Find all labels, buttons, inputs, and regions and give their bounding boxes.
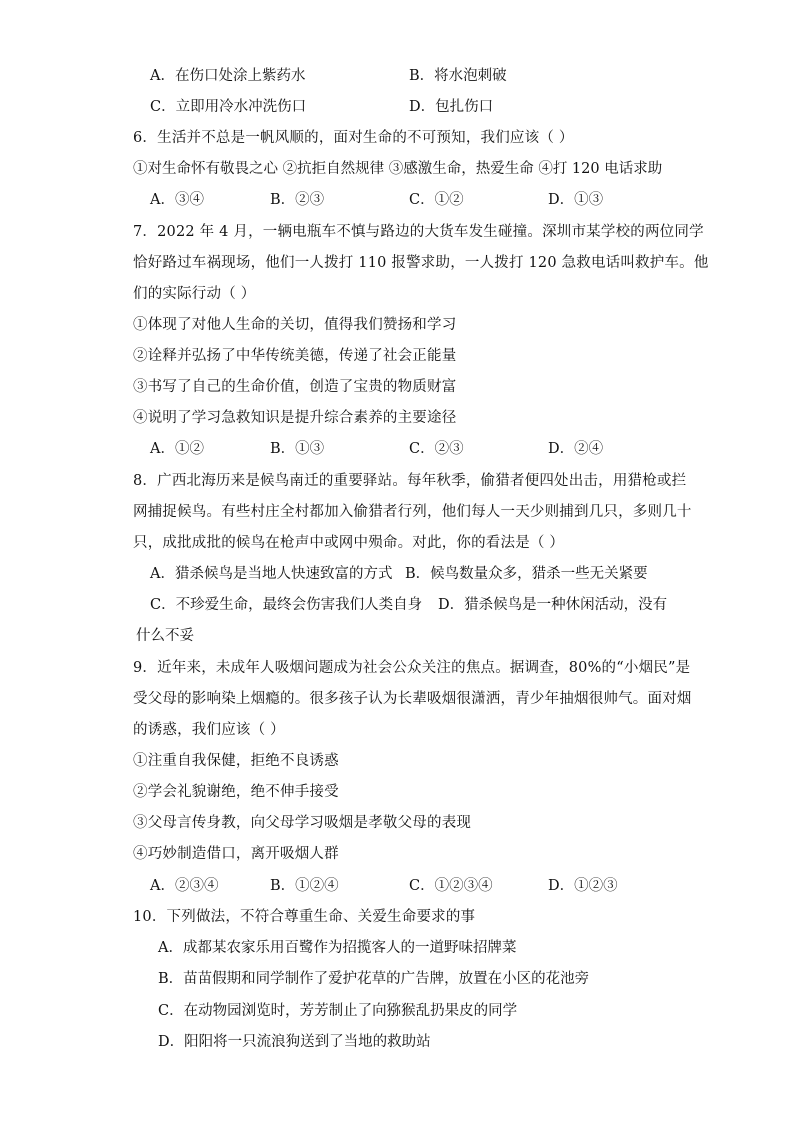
q6-stem: 6．生活并不总是一帆风顺的，面对生命的不可预知，我们应该（ ） [133,130,574,146]
q7-stem-line: 7．2022 年 4 月，一辆电瓶车不慎与路边的大货车发生碰撞。深圳市某学校的两位同学 [133,224,704,240]
q8-stem-line: 网捕捉候鸟。有些村庄全村都加入偷猎者行列，他们每人一天少则捕到几只，多则几十 [133,504,692,520]
q7-option-c[interactable]: C．②③ [409,441,464,457]
q7-statement-4: ④说明了学习急救知识是提升综合素养的主要途径 [133,410,457,426]
q7-stem-line: 们的实际行动（ ） [133,286,256,302]
q7-stem-line: 恰好路过车祸现场，他们一人拨打 110 报警求助，一人拨打 120 急救电话叫救护车。他 [133,255,709,271]
q6-option-a[interactable]: A．③④ [150,192,204,208]
q9-option-c[interactable]: C．①②③④ [409,878,493,894]
q6-option-d[interactable]: D．①③ [548,192,604,208]
q10-option-d[interactable]: D．阳阳将一只流浪狗送到了当地的救助站 [158,1034,431,1050]
q8-option-d[interactable]: D．猎杀候鸟是一种休闲活动，没有 [438,597,668,613]
q9-statement-1: ①注重自我保健，拒绝不良诱惑 [133,753,339,769]
q9-statement-3: ③父母言传身教，向父母学习吸烟是孝敬父母的表现 [133,815,472,831]
q10-option-c[interactable]: C．在动物园浏览时，芳芳制止了向猕猴乱扔果皮的同学 [158,1003,518,1019]
q5-option-c[interactable]: C．立即用冷水冲洗伤口 [150,99,307,115]
q9-stem-line: 的诱惑，我们应该（ ） [133,722,285,738]
q9-statement-2: ②学会礼貌谢绝，绝不伸手接受 [133,784,339,800]
q6-statement: ①对生命怀有敬畏之心 ②抗拒自然规律 ③感激生命，热爱生命 ④打 120 电话求助 [133,161,663,177]
q9-statement-4: ④巧妙制造借口，离开吸烟人群 [133,846,339,862]
q9-option-b[interactable]: B．①②④ [270,878,339,894]
q7-option-d[interactable]: D．②④ [548,441,604,457]
q10-option-a[interactable]: A．成都某农家乐用百鹭作为招揽客人的一道野味招牌菜 [158,940,517,956]
q8-stem-line: 只，成批成批的候鸟在枪声中或网中殒命。对此，你的看法是（ ） [133,535,565,551]
q7-statement-1: ①体现了对他人生命的关切，值得我们赞扬和学习 [133,317,457,333]
q9-stem-line: 受父母的影响染上烟瘾的。很多孩子认为长辈吸烟很潇洒，青少年抽烟很帅气。面对烟 [133,691,692,707]
q8-option-a[interactable]: A．猎杀候鸟是当地人快速致富的方式 [150,566,393,582]
q10-stem: 10．下列做法，不符合尊重生命、关爱生命要求的事 [133,909,476,925]
q7-statement-3: ③书写了自己的生命价值，创造了宝贵的物质财富 [133,379,457,395]
q10-option-b[interactable]: B．苗苗假期和同学制作了爱护花草的广告牌，放置在小区的花池旁 [158,971,590,987]
q7-statement-2: ②诠释并弘扬了中华传统美德，传递了社会正能量 [133,348,457,364]
q6-option-c[interactable]: C．①② [409,192,464,208]
q5-option-d[interactable]: D．包扎伤口 [409,99,494,115]
q5-option-a[interactable]: A．在伤口处涂上紫药水 [150,68,306,84]
q8-stem-line: 8．广西北海历来是候鸟南迁的重要驿站。每年秋季，偷猎者便四处出击，用猎枪或拦 [133,473,687,489]
q7-option-b[interactable]: B．①③ [270,441,325,457]
q6-option-b[interactable]: B．②③ [270,192,325,208]
q8-option-d-continued: 什么不妥 [136,628,194,644]
q5-option-b[interactable]: B．将水泡刺破 [409,68,507,84]
q9-option-d[interactable]: D．①②③ [548,878,618,894]
q9-option-a[interactable]: A．②③④ [150,878,219,894]
q8-option-c[interactable]: C．不珍爱生命，最终会伤害我们人类自身 [150,597,423,613]
q8-option-b[interactable]: B．候鸟数量众多，猎杀一些无关紧要 [405,566,648,582]
q7-option-a[interactable]: A．①② [150,441,204,457]
q9-stem-line: 9．近年来，未成年人吸烟问题成为社会公众关注的焦点。据调查，80%的“小烟民”是 [133,660,691,676]
